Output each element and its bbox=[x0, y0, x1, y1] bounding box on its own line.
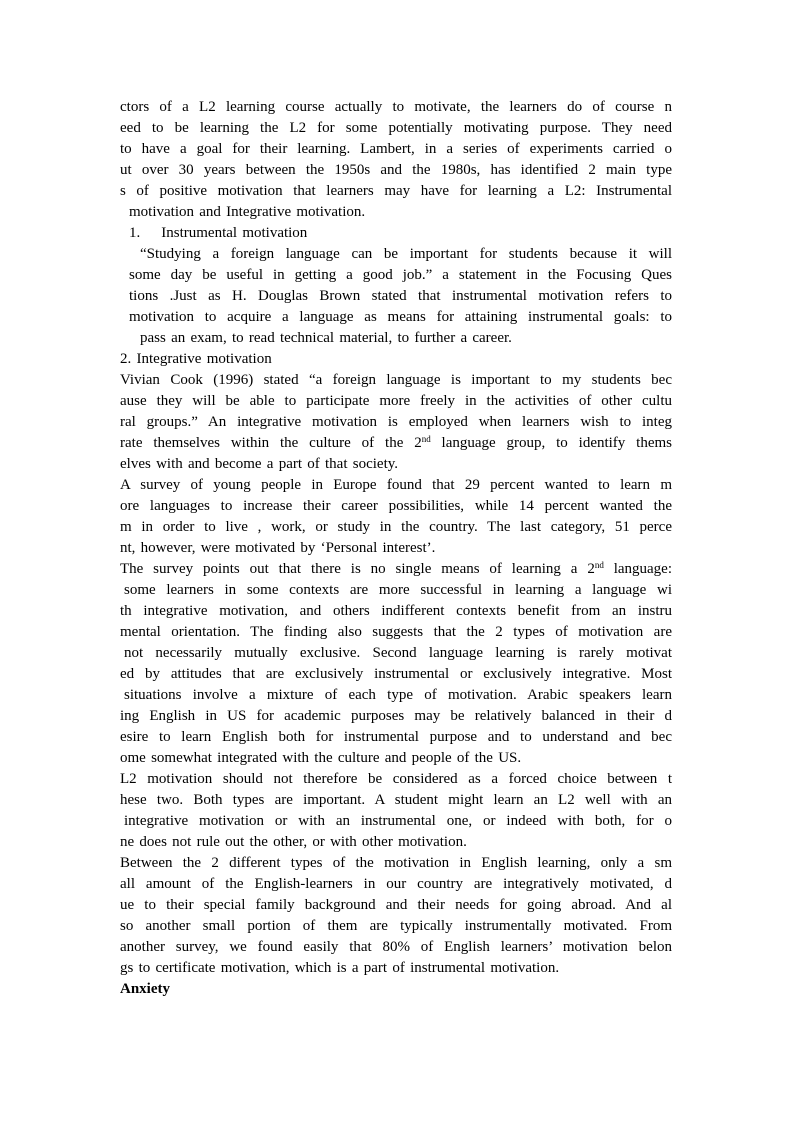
text-line: nt, however, were motivated by ‘Personal interest’. bbox=[120, 540, 436, 556]
text-line: A survey of young people in Europe found that 29 percent wanted to learn m bbox=[120, 477, 672, 493]
text-line: L2 motivation should not therefore be considered as a forced choice between t bbox=[120, 771, 672, 787]
text-line: s of positive motivation that learners may have for learning a L2: Instrumental bbox=[120, 183, 672, 199]
text-line: not necessarily mutually exclusive. Second language learning is rarely motivat bbox=[124, 645, 672, 661]
text-line: integrative motivation or with an instrumental one, or indeed with both, for o bbox=[124, 813, 672, 829]
text-line: pass an exam, to read technical material, to further a career. bbox=[140, 330, 512, 346]
text-line: “Studying a foreign language can be important for students because it will bbox=[140, 246, 672, 262]
text-line: ome somewhat integrated with the culture and people of the US. bbox=[120, 750, 522, 766]
text-line: all amount of the English-learners in our country are integratively motivated, d bbox=[120, 876, 672, 892]
ordinal-superscript: nd bbox=[421, 434, 431, 444]
ordinal-superscript: nd bbox=[594, 560, 604, 570]
text-line: some day be useful in getting a good job.” a statement in the Focusing Ques bbox=[129, 267, 672, 283]
text-line: ore languages to increase their career possibilities, while 14 percent wanted the bbox=[120, 498, 672, 514]
text-line: motivation and Integrative motivation. bbox=[129, 204, 366, 220]
text-line: so another small portion of them are typically instrumentally motivated. From bbox=[120, 918, 672, 934]
text-line: rate themselves within the culture of the 2nd language group, to identify thems bbox=[120, 434, 672, 451]
text-line: eed to be learning the L2 for some potentially motivating purpose. They need bbox=[120, 120, 672, 136]
text-line: ral groups.” An integrative motivation is employed when learners wish to integ bbox=[120, 414, 672, 430]
text-line: elves with and become a part of that society. bbox=[120, 456, 399, 472]
text-line: another survey, we found easily that 80% of English learners’ motivation belon bbox=[120, 939, 672, 955]
text-line: Vivian Cook (1996) stated “a foreign language is important to my students bec bbox=[120, 372, 672, 388]
text-line: ne does not rule out the other, or with other motivation. bbox=[120, 834, 467, 850]
text-line: tions .Just as H. Douglas Brown stated that instrumental motivation refers to bbox=[129, 288, 672, 304]
section-heading-instrumental: 1. Instrumental motivation bbox=[129, 225, 308, 241]
text-line: ing English in US for academic purposes may be relatively balanced in their d bbox=[120, 708, 672, 724]
text-line: esire to learn English both for instrumental purpose and to understand and bec bbox=[120, 729, 672, 745]
text-line: The survey points out that there is no single means of learning a 2nd language: bbox=[120, 560, 672, 577]
text-line: gs to certificate motivation, which is a part of instrumental motivation. bbox=[120, 960, 560, 976]
section-heading-anxiety: Anxiety bbox=[120, 981, 170, 997]
section-heading-integrative: 2. Integrative motivation bbox=[120, 351, 272, 367]
text-line: ctors of a L2 learning course actually to motivate, the learners do of course n bbox=[120, 99, 672, 115]
text-line: ut over 30 years between the 1950s and the 1980s, has identified 2 main type bbox=[120, 162, 672, 178]
text-line: hese two. Both types are important. A student might learn an L2 well with an bbox=[120, 792, 672, 808]
text-line: ause they will be able to participate more freely in the activities of other cultu bbox=[120, 393, 672, 409]
text-line: motivation to acquire a language as means for attaining instrumental goals: to bbox=[129, 309, 672, 325]
text-line: some learners in some contexts are more successful in learning a language wi bbox=[124, 582, 672, 598]
text-line: situations involve a mixture of each type of motivation. Arabic speakers learn bbox=[124, 687, 672, 703]
text-line: Between the 2 different types of the motivation in English learning, only a sm bbox=[120, 855, 672, 871]
text-line: th integrative motivation, and others indifferent contexts benefit from an instru bbox=[120, 603, 672, 619]
text-line: ed by attitudes that are exclusively instrumental or exclusively integrative. Most bbox=[120, 666, 672, 682]
text-line: mental orientation. The finding also suggests that the 2 types of motivation are bbox=[120, 624, 672, 640]
text-line: ue to their special family background and their needs for going abroad. And al bbox=[120, 897, 672, 913]
text-line: to have a goal for their learning. Lambert, in a series of experiments carried o bbox=[120, 141, 672, 157]
text-line: m in order to live , work, or study in the country. The last category, 51 perce bbox=[120, 519, 672, 535]
